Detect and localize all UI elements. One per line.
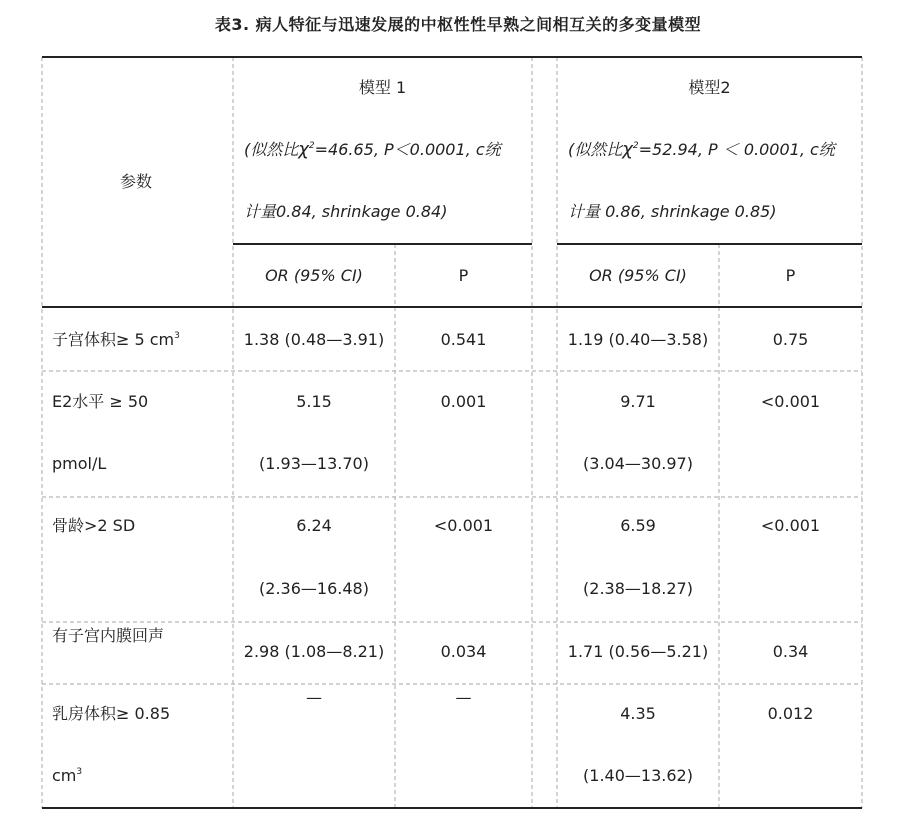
row4-m1-or: 2.98 (1.08—8.21) — [243, 642, 385, 661]
row1-m1-or: 1.38 (0.48—3.91) — [243, 330, 385, 349]
row3-param: 骨龄>2 SD — [52, 516, 136, 535]
row1-m2-p: 0.75 — [772, 330, 809, 349]
row2-m1-p: 0.001 — [440, 392, 487, 411]
row1-param: 子宫体积≥ 5 $cm^3$ — [52, 330, 180, 349]
row2-m1-ci: (1.93—13.70) — [259, 454, 369, 473]
header-model1-or: OR (95% CI) — [265, 266, 363, 285]
header-model2-or: OR (95% CI) — [589, 266, 687, 285]
header-param: 参数 — [120, 172, 153, 191]
row2-m2-or: 9.71 — [620, 392, 656, 411]
row3-m1-or: 6.24 — [296, 516, 332, 535]
row5-m2-p: 0.012 — [767, 704, 814, 723]
row3-m1-p: <0.001 — [433, 516, 494, 535]
row4-m2-p: 0.34 — [772, 642, 809, 661]
row3-m2-p: <0.001 — [760, 516, 821, 535]
row3-m1-ci: (2.36—16.48) — [259, 579, 369, 598]
header-model1-stats: (似然比$\chi^2=46.65$, P＜0.0001, c统 — [244, 139, 501, 160]
row5-m1-p: — — [455, 688, 472, 707]
header-model1-p: P — [458, 266, 469, 285]
header-model2-name: 模型2 — [688, 78, 731, 97]
row5-m2-ci: (1.40—13.62) — [583, 766, 693, 785]
row5-param: 乳房体积≥ 0.85 — [52, 704, 171, 723]
header-model1-name: 模型 1 — [358, 78, 407, 97]
header-model2-stats-line2: 计量 0.86, shrinkage 0.85) — [568, 202, 777, 221]
row4-param: 有子宫内膜回声 — [52, 626, 165, 645]
table-title: 表3. 病人特征与迅速发展的中枢性性早熟之间相互关的多变量模型 — [214, 15, 702, 34]
row1-m2-or: 1.19 (0.40—3.58) — [567, 330, 709, 349]
row2-param-line2: pmol/L — [52, 454, 107, 473]
row2-m1-or: 5.15 — [296, 392, 332, 411]
header-model2-p: P — [785, 266, 796, 285]
row4-m1-p: 0.034 — [440, 642, 487, 661]
row5-m2-or: 4.35 — [620, 704, 656, 723]
row2-param: E2水平 ≥ 50 — [52, 392, 149, 411]
row4-m2-or: 1.71 (0.56—5.21) — [567, 642, 709, 661]
row3-m2-or: 6.59 — [620, 516, 656, 535]
row2-m2-p: <0.001 — [760, 392, 821, 411]
header-model2-stats: (似然比$\chi^2=52.94$, P ＜ 0.0001, c统 — [568, 139, 835, 160]
row2-m2-ci: (3.04—30.97) — [583, 454, 693, 473]
row3-m2-ci: (2.38—18.27) — [583, 579, 693, 598]
row1-m1-p: 0.541 — [440, 330, 487, 349]
header-model1-stats-line2: 计量0.84, shrinkage 0.84) — [244, 202, 448, 221]
row5-param-line2: $cm^3$ — [52, 766, 83, 785]
row5-m1-or: — — [306, 688, 322, 707]
